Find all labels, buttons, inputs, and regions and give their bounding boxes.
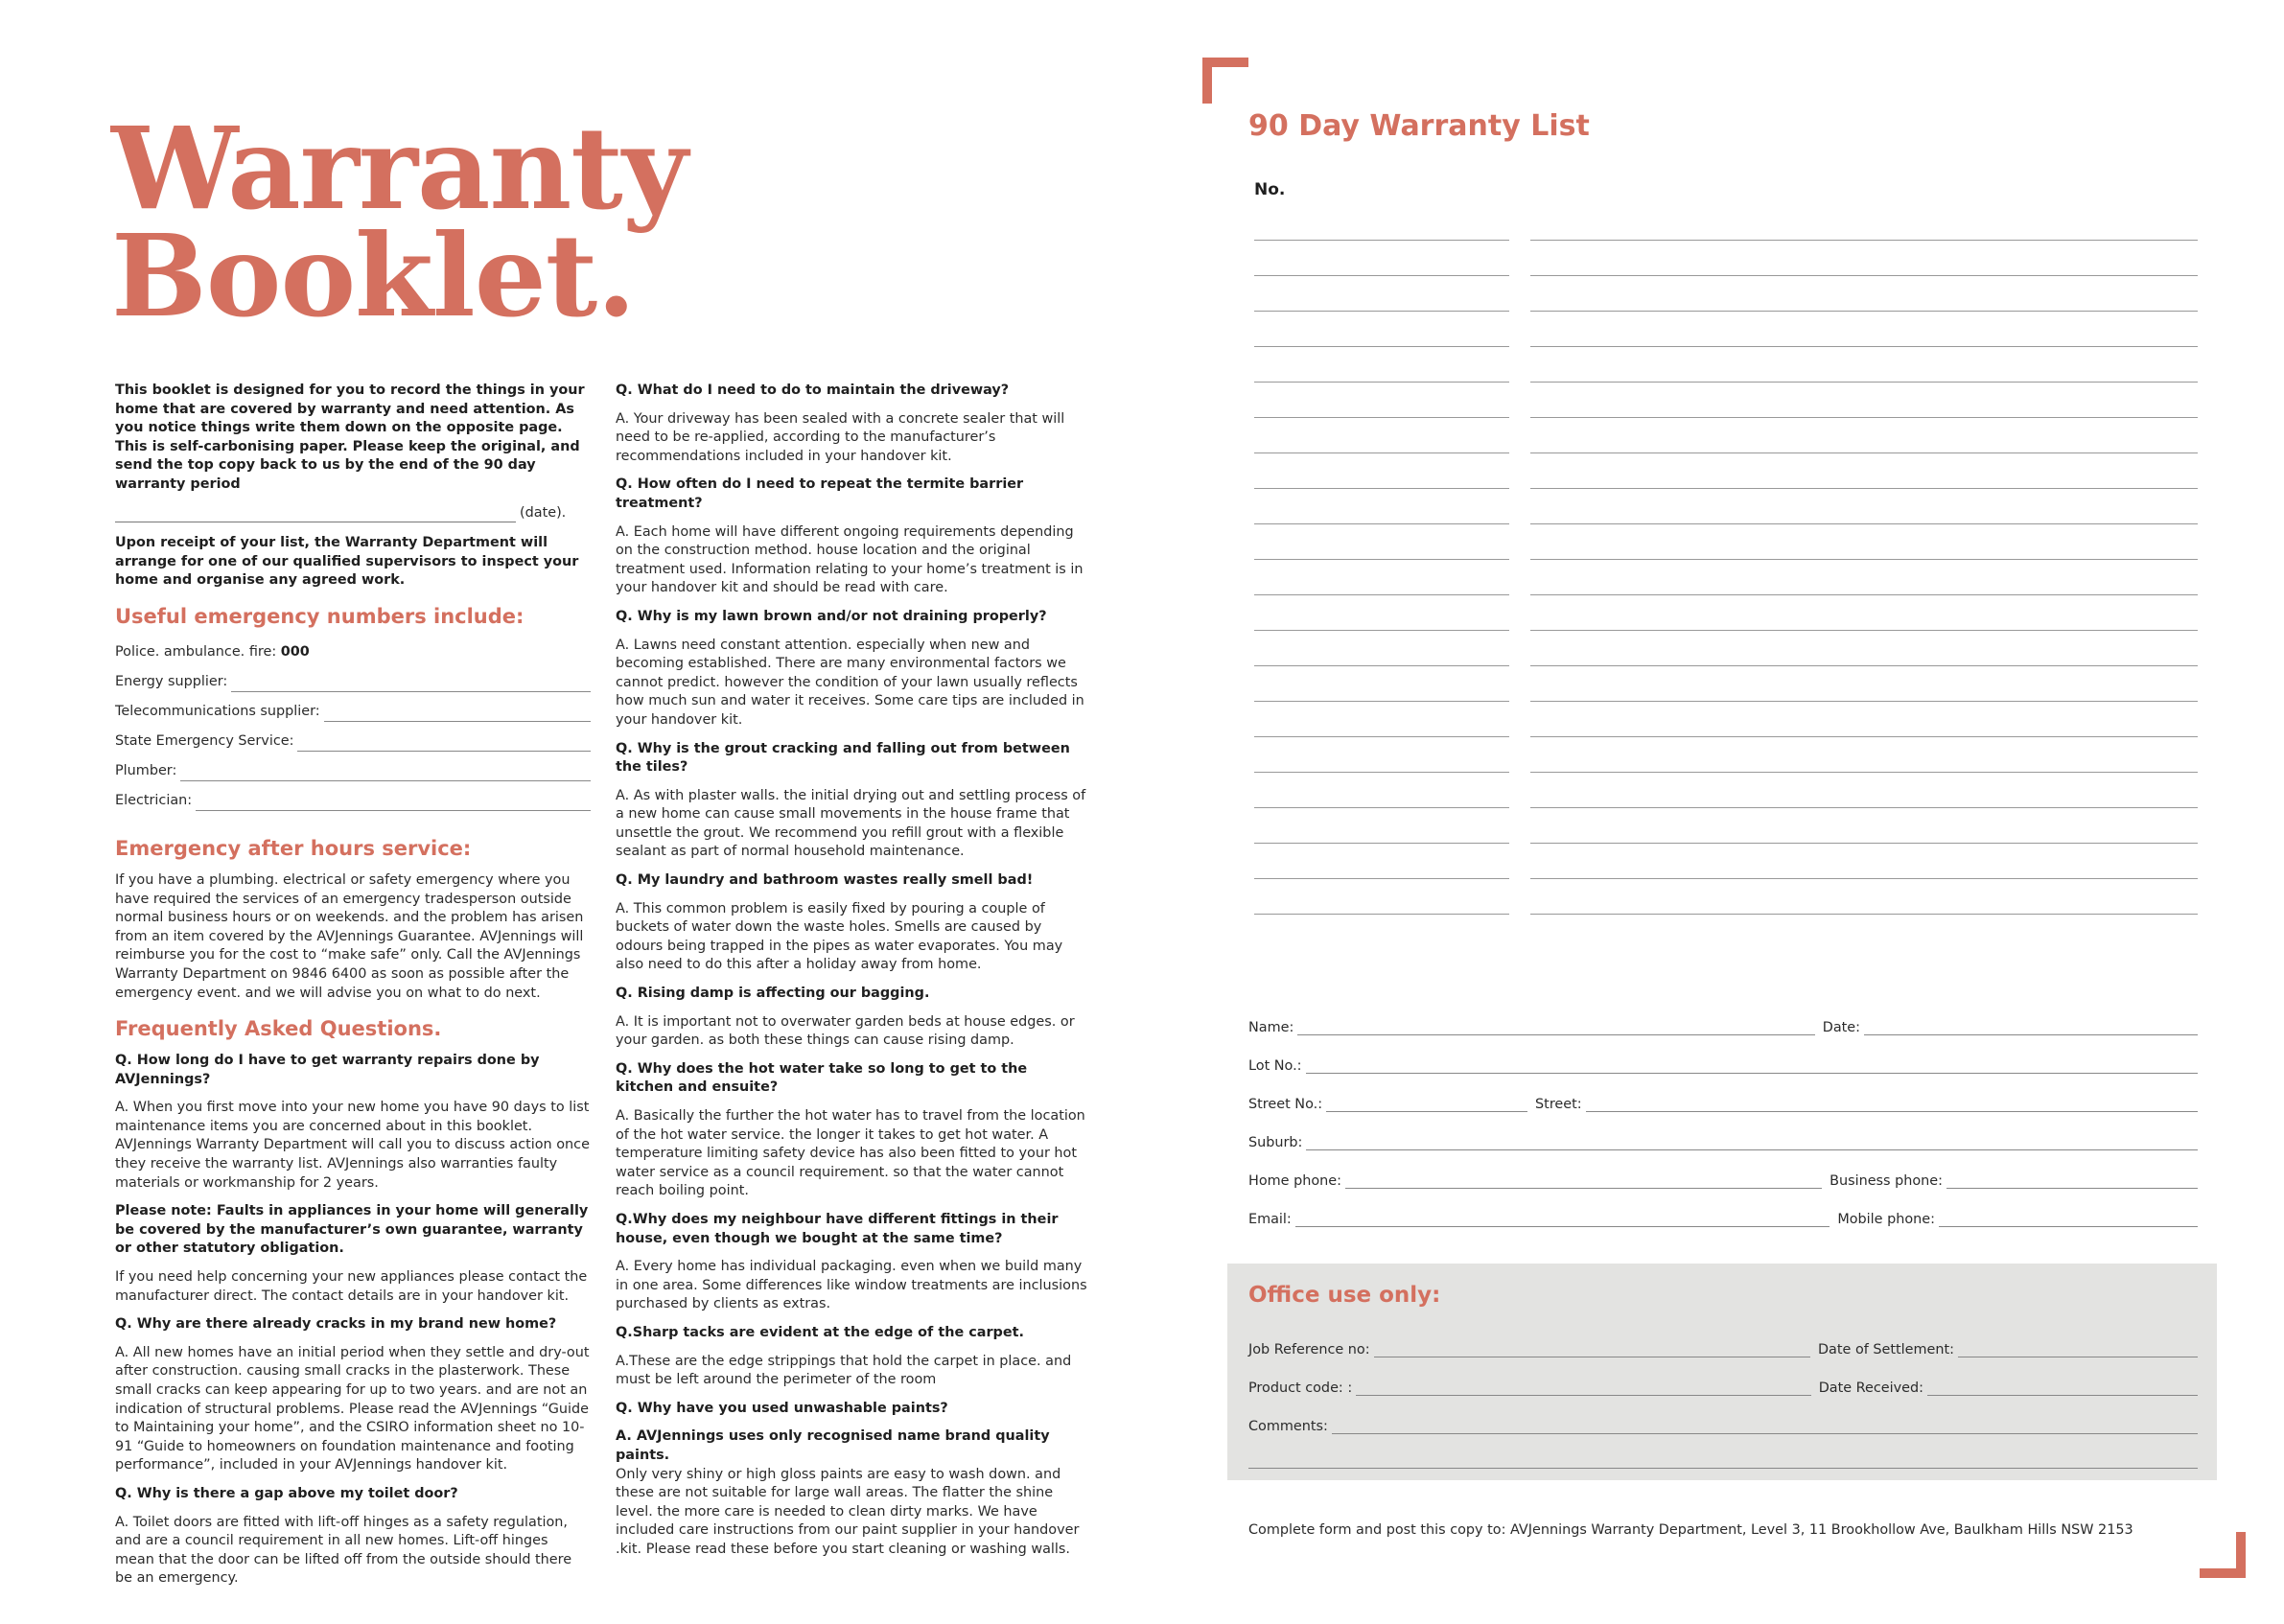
col2-question: Q. What do I need to do to maintain the driveway? — [616, 383, 1010, 398]
footer-address: Complete form and post this copy to: AVJennings Warranty Department, Level 3, 11 Brookhollow Ave, Baulkham Hills NSW 2153 — [1248, 1522, 2133, 1538]
col2-answer: A. Every home has individual packaging. even when we build many in one area. Some differences like window treatments are inclusions purchased by clients as extras. — [616, 1259, 1087, 1312]
warranty-item-number-line[interactable] — [1254, 382, 1509, 383]
corner-mark-bottom-right — [2200, 1532, 2246, 1578]
ses-line[interactable] — [297, 740, 591, 752]
warranty-list-row — [1254, 737, 2198, 773]
plumber-label: Plumber: — [115, 763, 177, 779]
telecom-supplier-label: Telecommunications supplier: — [115, 704, 320, 720]
office-row-product — [1248, 1357, 2198, 1396]
product-code-field[interactable] — [1356, 1384, 1811, 1396]
warranty-item-description-line[interactable] — [1530, 878, 2198, 879]
left-column-1 — [115, 382, 591, 1598]
name-field[interactable] — [1297, 1024, 1814, 1035]
suburb-field[interactable] — [1306, 1139, 2198, 1150]
warranty-item-description-line[interactable] — [1530, 772, 2198, 773]
warranty-list-row — [1254, 879, 2198, 915]
energy-supplier-row — [115, 662, 591, 692]
office-form — [1248, 1319, 2198, 1469]
street-field[interactable] — [1586, 1101, 2198, 1112]
warranty-list-no-label: No. — [1254, 180, 1286, 199]
form-row-suburb — [1248, 1112, 2198, 1150]
warranty-list-row — [1254, 524, 2198, 560]
warranty-list-row — [1254, 631, 2198, 666]
date-field — [115, 504, 591, 523]
date-line[interactable] — [115, 509, 516, 522]
warranty-item-description-line[interactable] — [1530, 736, 2198, 737]
faq-heading: Frequently Asked Questions. — [115, 1017, 442, 1041]
settlement-field[interactable] — [1958, 1346, 2198, 1357]
col1-answer: A. Toilet doors are fitted with lift-off hinges as a safety regulation, and are a council requirement in all new homes. Lift-off hinges mean that the door can be lifted off from the outside should there be an emergency. — [115, 1514, 572, 1587]
energy-supplier-label: Energy supplier: — [115, 674, 228, 690]
warranty-item-number-line[interactable] — [1254, 772, 1509, 773]
suburb-label: Suburb: — [1248, 1135, 1303, 1150]
warranty-list-row — [1254, 418, 2198, 453]
warranty-item-number-line[interactable] — [1254, 914, 1509, 915]
form-row-street — [1248, 1074, 2198, 1112]
form-row-email — [1248, 1189, 2198, 1227]
street-no-field[interactable] — [1326, 1101, 1527, 1112]
product-code-label: Product code: : — [1248, 1380, 1353, 1396]
warranty-item-number-line[interactable] — [1254, 630, 1509, 631]
receipt-text: Upon receipt of your list, the Warranty Department will arrange for one of our qualified supervisors to inspect your home and organise any agreed work. — [115, 535, 579, 589]
col2-question: Q.Sharp tacks are evident at the edge of the carpet. — [616, 1324, 1024, 1340]
mobile-phone-label: Mobile phone: — [1837, 1212, 1935, 1227]
col1-answer: A. All new homes have an initial period when they settle and dry-out after construction. causing small cracks in the plasterwork. These small cracks can keep appearing for up to two years. and are not an indication of structural problems. Please read the AVJennings “Guide to Maintaining your home”, and the CSIRO information sheet no 10-91 “Guide to homeowners on foundation maintenance and footing performance”, included in your AVJennings handover kit. — [115, 1344, 590, 1473]
warranty-list-row — [1254, 666, 2198, 702]
form-row-lot — [1248, 1035, 2198, 1074]
warranty-item-description-line[interactable] — [1530, 240, 2198, 241]
ses-label: State Emergency Service: — [115, 733, 294, 750]
warranty-item-description-line[interactable] — [1530, 843, 2198, 844]
warranty-item-number-line[interactable] — [1254, 311, 1509, 312]
col2-answer: A. As with plaster walls. the initial drying out and settling process of a new home can cause small movements in the house frame that unsettle the grout. We recommend you refill grout with a flexible sealant as part of normal household maintenance. — [616, 787, 1086, 860]
col2-question: Q. Rising damp is affecting our bagging. — [616, 986, 930, 1002]
warranty-item-number-line[interactable] — [1254, 240, 1509, 241]
col2-answer-text: Only very shiny or high gloss paints are easy to wash down. and these are not suitable for large wall areas. The flatter the shine level. the more care is needed to clean dirty marks. We have included care instructions from our paint supplier in your handover .kit. Please read these before you start cleaning or washing walls. — [616, 1466, 1080, 1557]
col2-answer — [616, 1427, 1089, 1559]
col2-question: Q. Why is my lawn brown and/or not draining properly? — [616, 608, 1047, 624]
warranty-item-description-line[interactable] — [1530, 488, 2198, 489]
form-row-phone — [1248, 1150, 2198, 1189]
warranty-list-row — [1254, 347, 2198, 383]
col2-answer: A. Your driveway has been sealed with a concrete sealer that will need to be re-applied, according to the manufacturer’s recommendations included in your handover kit. — [616, 410, 1065, 464]
col1-question: Please note: Faults in appliances in your home will generally be covered by the manufacturer’s own guarantee, warranty or other statutory obligation. — [115, 1203, 589, 1257]
warranty-item-description-line[interactable] — [1530, 275, 2198, 276]
warranty-item-number-line[interactable] — [1254, 417, 1509, 418]
electrician-label: Electrician: — [115, 793, 193, 809]
business-phone-label: Business phone: — [1830, 1173, 1943, 1189]
col2-question: Q. Why does the hot water take so long to get to the kitchen and ensuite? — [616, 1060, 1028, 1096]
warranty-item-number-line[interactable] — [1254, 665, 1509, 666]
emergency-numbers-heading: Useful emergency numbers include: — [115, 604, 524, 628]
after-hours-text: If you have a plumbing. electrical or safety emergency where you have required the services of an emergency tradesperson outside normal business hours or on weekends. and the problem has arisen from an item covered by the AVJennings Guarantee. AVJennings will reimburse you for the cost to “make safe” only. Call the AVJennings Warranty Department on 9846 6400 as soon as possible after the emergency event. and we will advise you on what to do next. — [115, 871, 584, 1001]
warranty-item-description-line[interactable] — [1530, 630, 2198, 631]
electrician-row — [115, 781, 591, 811]
col1-answer: If you need help concerning your new appliances please contact the manufacturer direct. The contact details are in your handover kit. — [115, 1269, 588, 1304]
telecom-supplier-line[interactable] — [324, 710, 591, 722]
warranty-item-number-line[interactable] — [1254, 275, 1509, 276]
col2-answer: A.These are the edge strippings that hold the carpet in place. and must be left around the perimeter of the room — [616, 1353, 1072, 1388]
col2-question: Q. How often do I need to repeat the termite barrier treatment? — [616, 476, 1024, 511]
warranty-item-number-line[interactable] — [1254, 346, 1509, 347]
warranty-item-description-line[interactable] — [1530, 665, 2198, 666]
job-ref-label: Job Reference no: — [1248, 1342, 1370, 1357]
col1-answer: A. When you first move into your new home you have 90 days to list maintenance items you are concerned about in this booklet. AVJennings Warranty Department will call you to discuss action once they receive the warranty list. AVJennings also warranties faulty materials or workmanship for 2 years. — [115, 1100, 590, 1191]
comments-extra-line[interactable] — [1248, 1434, 2198, 1469]
warranty-item-description-line[interactable] — [1530, 559, 2198, 560]
col2-answer-lead: A. AVJennings uses only recognised name brand quality paints. — [616, 1428, 1050, 1463]
received-label: Date Received: — [1818, 1380, 1923, 1396]
home-phone-label: Home phone: — [1248, 1173, 1341, 1189]
faq-column-2 — [616, 382, 1089, 1559]
booklet-title — [111, 102, 706, 342]
warranty-item-description-line[interactable] — [1530, 523, 2198, 524]
warranty-item-number-line[interactable] — [1254, 736, 1509, 737]
mobile-phone-field[interactable] — [1939, 1216, 2198, 1227]
plumber-line[interactable] — [180, 770, 591, 781]
name-label: Name: — [1248, 1020, 1294, 1035]
form-row-name — [1248, 997, 2198, 1035]
col2-question: Q. Why have you used unwashable paints? — [616, 1400, 948, 1416]
warranty-item-number-line[interactable] — [1254, 807, 1509, 808]
warranty-list-row — [1254, 205, 2198, 241]
warranty-item-description-line[interactable] — [1530, 807, 2198, 808]
warranty-item-description-line[interactable] — [1530, 594, 2198, 595]
warranty-item-description-line[interactable] — [1530, 701, 2198, 702]
date-field-form[interactable] — [1864, 1024, 2198, 1035]
col2-answer: A. Basically the further the hot water has to travel from the location of the hot water service. the longer it takes to get hot water. A temperature limiting safety device has also been fitted to your hot water service as a council requirement. so that the water cannot reach boiling point. — [616, 1108, 1085, 1199]
police-number: 000 — [280, 644, 310, 661]
faq-column-1 — [115, 1052, 591, 1589]
warranty-list-row — [1254, 241, 2198, 276]
warranty-list-row — [1254, 773, 2198, 808]
warranty-item-description-line[interactable] — [1530, 311, 2198, 312]
office-row-comments — [1248, 1396, 2198, 1434]
warranty-list-row — [1254, 560, 2198, 595]
ses-row — [115, 722, 591, 752]
warranty-list-row — [1254, 312, 2198, 347]
street-no-label: Street No.: — [1248, 1097, 1323, 1112]
warranty-item-description-line[interactable] — [1530, 346, 2198, 347]
warranty-list-row — [1254, 595, 2198, 631]
warranty-item-number-line[interactable] — [1254, 701, 1509, 702]
warranty-item-number-line[interactable] — [1254, 488, 1509, 489]
home-phone-field[interactable] — [1345, 1177, 1822, 1189]
warranty-list-row — [1254, 383, 2198, 418]
office-use-panel — [1227, 1264, 2217, 1480]
settlement-label: Date of Settlement: — [1817, 1342, 1954, 1357]
office-row-job — [1248, 1319, 2198, 1357]
col2-answer: A. It is important not to overwater garden beds at house edges. or your garden. as both these things can cause rising damp. — [616, 1013, 1075, 1049]
col2-answer: A. Each home will have different ongoing requirements depending on the construction method. house location and the original treatment used. Information relating to your home’s treatment is in your handover kit and should be read with care. — [616, 523, 1084, 596]
warranty-list-row — [1254, 489, 2198, 524]
comments-label: Comments: — [1248, 1419, 1328, 1434]
lot-field[interactable] — [1306, 1062, 2198, 1074]
email-field[interactable] — [1295, 1216, 1830, 1227]
title-line-2: Booklet. — [111, 209, 636, 342]
police-row — [115, 639, 591, 662]
warranty-item-description-line[interactable] — [1530, 914, 2198, 915]
warranty-item-number-line[interactable] — [1254, 594, 1509, 595]
street-label: Street: — [1535, 1097, 1582, 1112]
after-hours-heading: Emergency after hours service: — [115, 836, 472, 860]
warranty-item-number-line[interactable] — [1254, 523, 1509, 524]
col2-answer: A. This common problem is easily fixed by pouring a couple of buckets of water down the waste holes. Smells are caused by odours being trapped in the pipes as water evaporates. You may also need to do this after a holiday away from home. — [616, 900, 1063, 973]
col2-question: Q.Why does my neighbour have different fittings in their house, even though we bought at the same time? — [616, 1211, 1059, 1246]
lot-label: Lot No.: — [1248, 1058, 1302, 1074]
comments-field[interactable] — [1332, 1423, 2198, 1434]
received-field[interactable] — [1927, 1384, 2198, 1396]
warranty-list-row — [1254, 276, 2198, 312]
col2-question: Q. Why is the grout cracking and falling out from between the tiles? — [616, 740, 1070, 776]
plumber-row — [115, 752, 591, 781]
date-label-form: Date: — [1822, 1020, 1860, 1035]
intro-text: This booklet is designed for you to record the things in your home that are covered by warranty and need attention. As you notice things write them down on the opposite page. This is self-carbonising paper. Please keep the original, and send the top copy back to us by the end of the 90 day warranty period — [115, 383, 585, 492]
warranty-item-number-line[interactable] — [1254, 452, 1509, 453]
warranty-item-number-line[interactable] — [1254, 843, 1509, 844]
warranty-list-row — [1254, 808, 2198, 844]
business-phone-field[interactable] — [1946, 1177, 2198, 1189]
corner-mark-top-left — [1202, 58, 1248, 104]
electrician-line[interactable] — [196, 800, 591, 811]
warranty-item-description-line[interactable] — [1530, 452, 2198, 453]
col2-question: Q. My laundry and bathroom wastes really smell bad! — [616, 872, 1034, 889]
col2-answer: A. Lawns need constant attention. especially when new and becoming established. There are many environmental factors we cannot predict. however the condition of your lawn usually reflects how much sun and water it receives. Some care tips are included in your handover kit. — [616, 637, 1084, 728]
title-line-1: Warranty — [111, 102, 688, 235]
contact-form — [1248, 997, 2198, 1227]
col1-question: Q. Why are there already cracks in my brand new home? — [115, 1316, 557, 1333]
warranty-list-row — [1254, 453, 2198, 489]
warranty-list-title: 90 Day Warranty List — [1248, 109, 1590, 143]
telecom-supplier-row — [115, 692, 591, 722]
col1-question: Q. How long do I have to get warranty repairs done by AVJennings? — [115, 1053, 540, 1087]
warranty-list-lines — [1254, 205, 2198, 915]
date-label: (date). — [520, 504, 567, 521]
warranty-item-description-line[interactable] — [1530, 382, 2198, 383]
left-column-2 — [616, 382, 1089, 1568]
police-label: Police. ambulance. fire: — [115, 644, 277, 661]
warranty-item-description-line[interactable] — [1530, 417, 2198, 418]
warranty-list-row — [1254, 844, 2198, 879]
email-label: Email: — [1248, 1212, 1292, 1227]
warranty-item-number-line[interactable] — [1254, 559, 1509, 560]
job-ref-field[interactable] — [1374, 1346, 1810, 1357]
office-heading: Office use only: — [1248, 1283, 1441, 1308]
warranty-list-row — [1254, 702, 2198, 737]
col1-question: Q. Why is there a gap above my toilet door? — [115, 1485, 458, 1501]
energy-supplier-line[interactable] — [231, 681, 591, 692]
warranty-item-number-line[interactable] — [1254, 878, 1509, 879]
